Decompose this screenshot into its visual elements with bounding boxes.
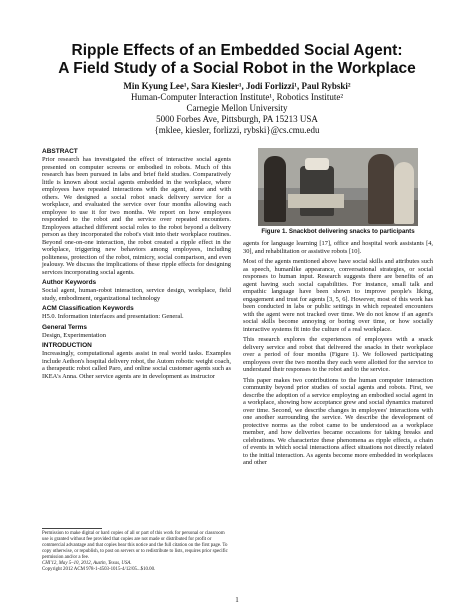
emails: {mklee, kiesler, forlizzi, rybski}@cs.cmu.edu <box>154 125 320 135</box>
abstract-heading: ABSTRACT <box>42 148 78 155</box>
right-paragraph-3: This research explores the experiences of employees with a snack delivery service and robot that delivered the snacks in their workplace over a period of four months (Figure 1). We followed participating employees over the two months they each were allotted for the service to understand their responses to the robot and to the service. <box>243 336 433 373</box>
figure-1-photo <box>258 148 418 226</box>
copyright-info: Copyright 2012 ACM 978-1-4503-1015-4/12/05...$10.00. <box>42 567 156 572</box>
acm-text: H5.0. Information interfaces and presentation: General. <box>42 313 184 320</box>
permission-text: Permission to make digital or hard copies of all or part of this work for personal or classroom use is granted without fee provided that copies are not made or distributed for profit or commercial advantage and that copies bear this notice and the full citation on the first page. To copy otherwise, or republish, to post on servers or to redistribute to lists, requires prior specific permission and/or a fee. <box>42 531 228 560</box>
left-column <box>42 148 231 383</box>
photo-person <box>368 154 394 224</box>
right-paragraph-2: Most of the agents mentioned above have social skills and attributes such as speech, humanlike appearance, conversational strategies, or social responses to human input. Research suggests there are benefits of an agent having such social capabilities. For instance, small talk and empathic language have been shown to improve people's liking, engagement and trust for agents [3, 5, 6]. However, most of this work has been conducted in labs or public settings in which repeated encounters with the agent were not tracked over time. We do not know if an agent's social skills become annoying or boring over time, or how socially interactive systems fit into the culture of a real workplace. <box>243 258 433 333</box>
conference-info: CHI'12, May 5–10, 2012, Austin, Texas, USA. <box>42 561 132 566</box>
right-column <box>243 240 433 470</box>
title-line-2: A Field Study of a Social Robot in the Workplace <box>58 60 416 77</box>
title-line-1: Ripple Effects of an Embedded Social Agent: <box>71 42 403 59</box>
permission-divider <box>42 528 102 529</box>
author-block <box>60 81 414 136</box>
terms-heading: General Terms <box>42 323 88 331</box>
author-names: Min Kyung Lee¹, Sara Kiesler¹, Jodi Forlizzi¹, Paul Rybski² <box>123 81 351 91</box>
photo-robot-head <box>305 158 329 170</box>
intro-text: Increasingly, computational agents assist in real world tasks. Examples include Aethon's hospital delivery robot, the Autom robotic weight coach, a therapeutic robot called Paro, and online social customer agents such as IKEA's Anna. Other service agents are in development as instructor <box>42 350 231 380</box>
keywords-text: Social agent, human-robot interaction, service design, workplace, field study, embodiment, organizational technology <box>42 287 231 302</box>
figure-caption: Figure 1. Snackbot delivering snacks to participants <box>261 228 415 235</box>
address: 5000 Forbes Ave, Pittsburgh, PA 15213 USA <box>156 114 318 124</box>
page-number: 1 <box>235 596 239 604</box>
abstract-text: Prior research has investigated the effect of interactive social agents presented on computer screens or embodied in robots. Much of this research has been pursued in labs and brief field studies. Comparatively little is known about social agents embedded in the workplace, where employees have repeated interactions with the agent, alone and with others. We designed a social robot snack delivery service for a workplace, and evaluated the service over four months allowing each employee to use it for two months. We report on how employees responded to the robot and the service over repeated encounters. Employees attached different social roles to the robot beyond a delivery person as they incorporated the robot's visit into their workplace routines. Beyond one-on-one interaction, the robot created a ripple effect in the workplace, triggering new behaviors among employees, including politeness, protection of the robot, mimicry, social comparison, and even jealousy. We discuss the implications of these ripple effects for designing services incorporating social agents. <box>42 156 231 276</box>
terms-text: Design, Experimentation <box>42 331 106 339</box>
university: Carnegie Mellon University <box>186 103 288 113</box>
photo-robot <box>300 166 334 216</box>
permission-block <box>42 528 231 573</box>
affiliation: Human-Computer Interaction Institute¹, Robotics Institute² <box>130 92 344 102</box>
paper-title <box>20 42 454 78</box>
photo-person <box>264 156 286 222</box>
acm-heading: ACM Classification Keywords <box>42 305 134 312</box>
intro-heading: INTRODUCTION <box>42 342 92 349</box>
right-paragraph-4: This paper makes two contributions to the human computer interaction community beyond prior studies of social agents and robots. First, we describe the adoption of a service employing an embodied social agent in a workplace, showing how acceptance grew and social dynamics matured over time. Second, we describe changes in employees' interactions with one another surrounding the service. We describe the development of protective norms as the robot came to be understood as a workplace member, and how deliveries became occasions for taking breaks and celebrations. We characterize these phenomena as ripple effects, a chain of events in which social interactions affect situations not directly related to the initial interaction. As agents become more embedded in workplaces and other <box>243 376 433 466</box>
keywords-heading: Author Keywords <box>42 279 97 286</box>
photo-snack-tray <box>288 194 344 208</box>
right-paragraph-1: agents for language learning [17], office and hospital work assistants [4, 30], and rehabilitation or assistive robots [10]. <box>243 240 433 255</box>
photo-person <box>394 162 414 224</box>
